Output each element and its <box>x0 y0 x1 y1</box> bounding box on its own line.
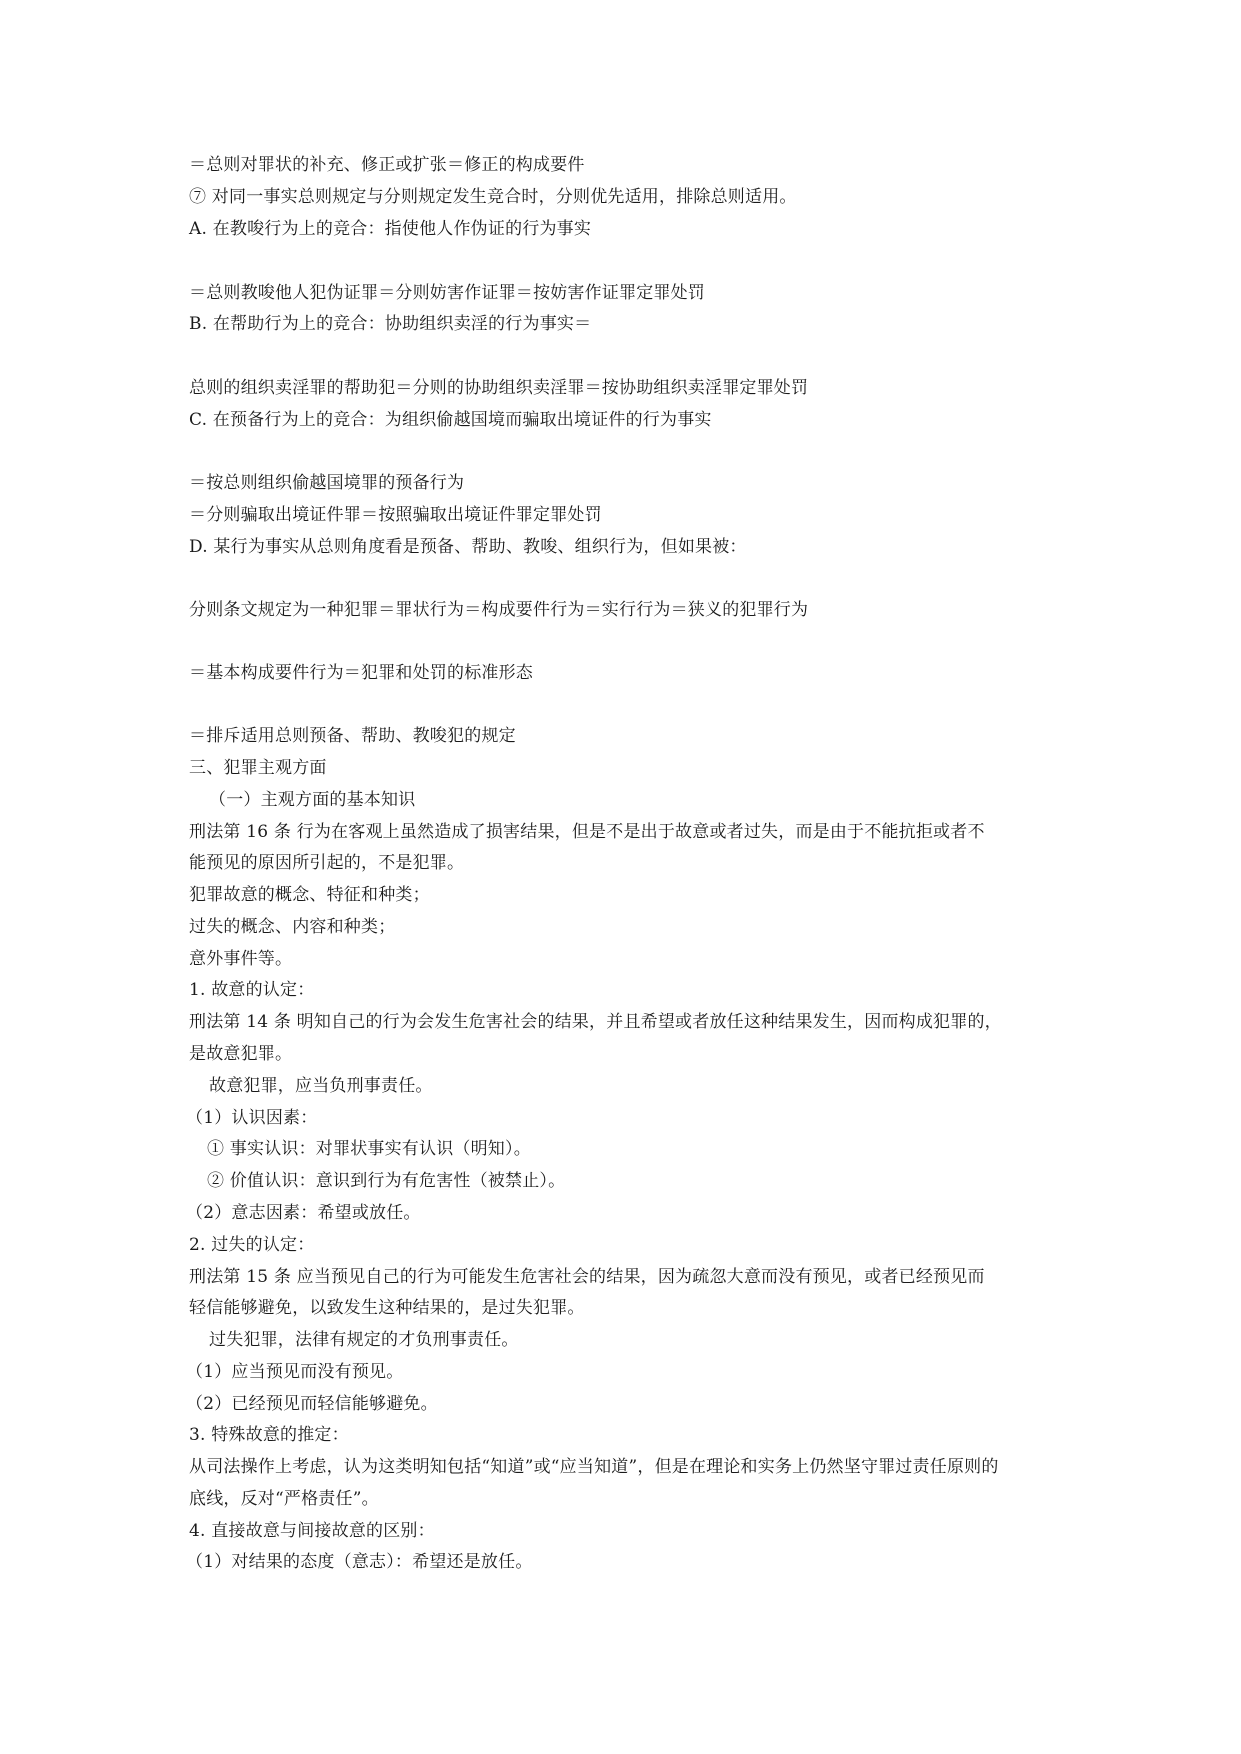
text-line: ＝基本构成要件行为＝犯罪和处罚的标准形态 <box>189 663 533 683</box>
text-line: D. 某行为事实从总则角度看是预备、帮助、教唆、组织行为，但如果被： <box>189 537 747 557</box>
text-line: 犯罪故意的概念、特征和种类； <box>189 885 430 905</box>
text-line: 刑法第 14 条 明知自己的行为会发生危害社会的结果，并且希望或者放任这种结果发生，因而构成犯罪的， <box>189 1012 1002 1032</box>
text-line: ＝分则骗取出境证件罪＝按照骗取出境证件罪定罪处罚 <box>189 505 602 525</box>
subsection-heading: （一）主观方面的基本知识 <box>209 790 416 810</box>
text-line: ＝总则对罪状的补充、修正或扩张＝修正的构成要件 <box>189 155 585 175</box>
numbered-heading: 4. 直接故意与间接故意的区别： <box>189 1521 435 1541</box>
text-line: 是故意犯罪。 <box>189 1044 293 1064</box>
numbered-heading: 2. 过失的认定： <box>189 1235 315 1255</box>
text-line: （1）应当预见而没有预见。 <box>186 1362 404 1382</box>
text-line: 底线，反对“严格责任”。 <box>189 1489 379 1509</box>
text-line: （1）对结果的态度（意志）：希望还是放任。 <box>186 1552 533 1572</box>
text-line: （2）意志因素：希望或放任。 <box>186 1203 421 1223</box>
text-line: 从司法操作上考虑，认为这类明知包括“知道”或“应当知道”，但是在理论和实务上仍然坚守罪过责任原则的 <box>189 1457 999 1477</box>
text-line: 刑法第 15 条 应当预见自己的行为可能发生危害社会的结果，因为疏忽大意而没有预见，或者已经预见而 <box>189 1267 985 1287</box>
text-line: ＝排斥适用总则预备、帮助、教唆犯的规定 <box>189 726 516 746</box>
text-line: 过失的概念、内容和种类； <box>189 917 396 937</box>
text-line: A. 在教唆行为上的竞合：指使他人作伪证的行为事实 <box>189 219 592 239</box>
text-line: B. 在帮助行为上的竞合：协助组织卖淫的行为事实＝ <box>189 314 592 334</box>
text-line: 意外事件等。 <box>189 949 293 969</box>
text-line: 能预见的原因所引起的，不是犯罪。 <box>189 853 465 873</box>
text-line: （2）已经预见而轻信能够避免。 <box>186 1394 438 1414</box>
text-line: ⑦ 对同一事实总则规定与分则规定发生竞合时，分则优先适用，排除总则适用。 <box>189 187 797 207</box>
text-line: ② 价值认识：意识到行为有危害性（被禁止）。 <box>207 1171 566 1191</box>
text-line: ＝按总则组织偷越国境罪的预备行为 <box>189 473 465 493</box>
text-line: 刑法第 16 条 行为在客观上虽然造成了损害结果，但是不是出于故意或者过失，而是由于不能抗拒或者不 <box>189 822 985 842</box>
section-heading: 三、犯罪主观方面 <box>189 758 327 778</box>
text-line: 故意犯罪，应当负刑事责任。 <box>209 1076 433 1096</box>
numbered-heading: 1. 故意的认定： <box>189 980 315 1000</box>
text-line: C. 在预备行为上的竞合：为组织偷越国境而骗取出境证件的行为事实 <box>189 410 712 430</box>
text-line: 总则的组织卖淫罪的帮助犯＝分则的协助组织卖淫罪＝按协助组织卖淫罪定罪处罚 <box>189 378 809 398</box>
text-line: 过失犯罪，法律有规定的才负刑事责任。 <box>209 1330 519 1350</box>
text-line: 分则条文规定为一种犯罪＝罪状行为＝构成要件行为＝实行行为＝狭义的犯罪行为 <box>189 600 809 620</box>
text-line: 轻信能够避免，以致发生这种结果的，是过失犯罪。 <box>189 1298 585 1318</box>
text-line: ① 事实认识：对罪状事实有认识（明知）。 <box>207 1139 531 1159</box>
text-line: ＝总则教唆他人犯伪证罪＝分则妨害作证罪＝按妨害作证罪定罪处罚 <box>189 283 705 303</box>
numbered-heading: 3. 特殊故意的推定： <box>189 1425 349 1445</box>
text-line: （1）认识因素： <box>186 1108 318 1128</box>
